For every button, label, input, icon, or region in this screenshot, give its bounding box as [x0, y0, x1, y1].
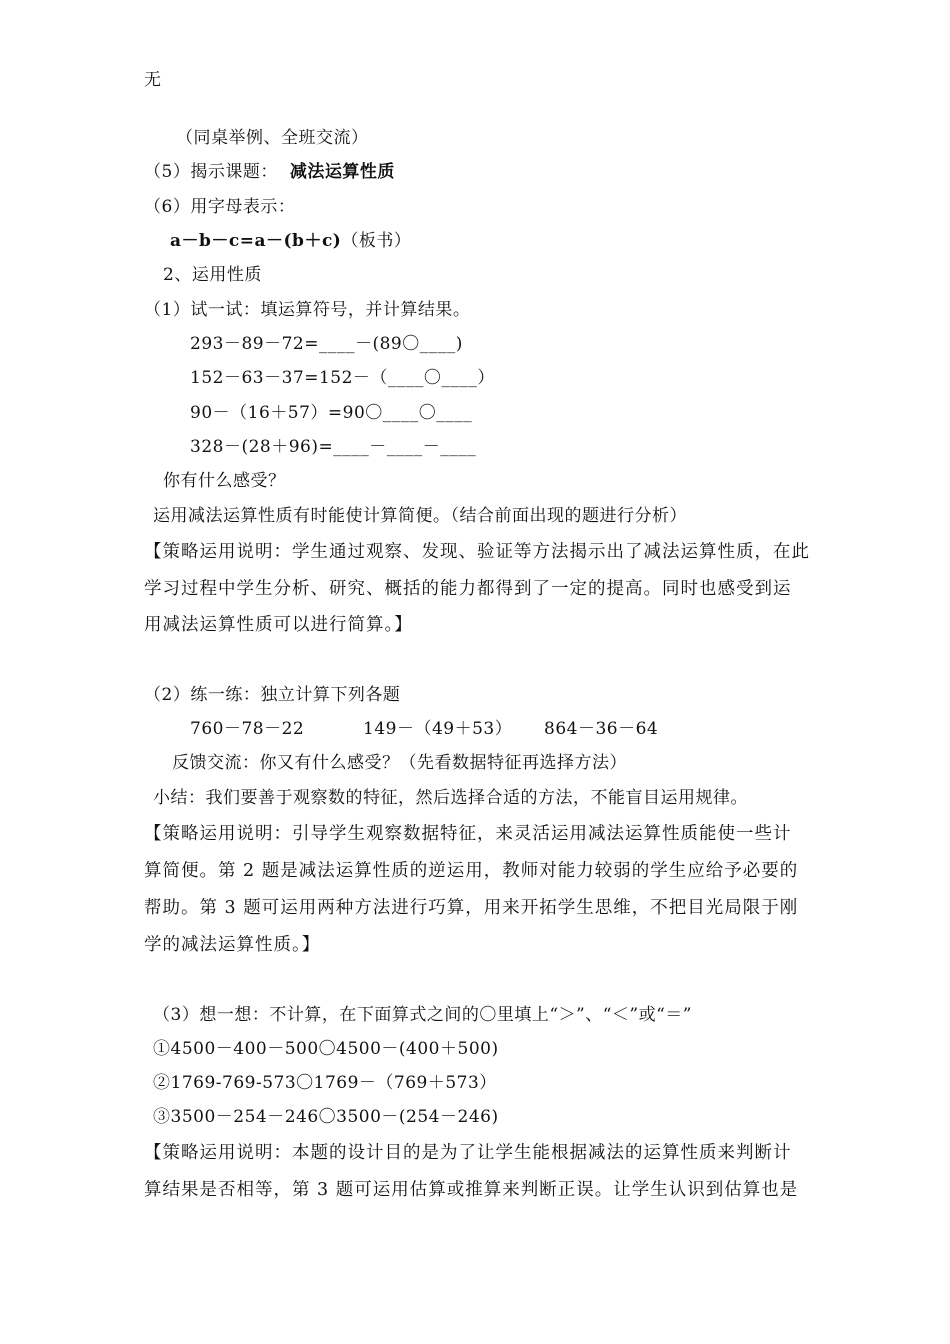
- question-feeling: 你有什么感受？: [163, 471, 286, 491]
- topic-title: 减法运算性质: [289, 162, 395, 182]
- strategy-note-2-line-2: 算简便。第 2 题是减法运算性质的逆运用，教师对能力较弱的学生应给予必要的: [144, 861, 799, 881]
- exercise-1: 293－89－72=____－(89〇____): [190, 334, 463, 354]
- comparison-3: ③3500－254－246〇3500－(254－246): [153, 1107, 499, 1127]
- subtraction-property-formula: a－b－c=a－(b＋c): [170, 231, 342, 251]
- paragraph-summary: 小结：我们要善于观察数的特征，然后选择合适的方法，不能盲目运用规律。: [153, 788, 748, 808]
- comparison-2: ②1769-769-573〇1769－（769＋573）: [153, 1073, 497, 1093]
- paragraph-classmate-exchange: （同桌举例、全班交流）: [176, 128, 369, 148]
- paragraph-conclusion: 运用减法运算性质有时能使计算简便。（结合前面出现的题进行分析）: [153, 506, 687, 526]
- paragraph-practice: （2）练一练：独立计算下列各题: [144, 685, 401, 705]
- strategy-note-2-line-4: 学的减法运算性质。】: [144, 935, 321, 955]
- strategy-note-1-line-2: 学习过程中学生分析、研究、概括的能力都得到了一定的提高。同时也感受到运: [144, 579, 792, 599]
- strategy-note-2-line-1: 【策略运用说明：引导学生观察数据特征，来灵活运用减法运算性质能使一些计: [144, 824, 792, 844]
- paragraph-try-it: （1）试一试：填运算符号，并计算结果。: [144, 300, 471, 320]
- practice-problem-1: 760－78－22: [190, 719, 305, 739]
- comparison-1: ①4500－400－500〇4500－(400＋500): [153, 1039, 499, 1059]
- paragraph-think-it: （3）想一想：不计算，在下面算式之间的〇里填上“＞”、“＜”或“＝”: [153, 1005, 692, 1025]
- header-text: 无: [144, 70, 162, 90]
- paragraph-reveal-topic: [144, 161, 395, 183]
- exercise-4: 328－(28＋96)=____－____－____: [190, 437, 477, 457]
- strategy-note-1-line-1: 【策略运用说明：学生通过观察、发现、验证等方法揭示出了减法运算性质，在此: [144, 542, 810, 562]
- strategy-note-3-line-2: 算结果是否相等，第 3 题可运用估算或推算来判断正误。让学生认识到估算也是: [144, 1180, 799, 1200]
- strategy-note-1-line-3: 用减法运算性质可以进行简算。】: [144, 615, 413, 635]
- section-apply-property: 2、运用性质: [163, 265, 262, 285]
- strategy-note-3-line-1: 【策略运用说明：本题的设计目的是为了让学生能根据减法的运算性质来判断计: [144, 1143, 792, 1163]
- exercise-3: 90－（16＋57）=90〇____〇____: [190, 403, 473, 423]
- reveal-topic-prefix: （5）揭示课题：: [144, 162, 278, 182]
- formula-line: [170, 230, 411, 252]
- practice-problem-3: 864－36－64: [544, 719, 659, 739]
- paragraph-feedback: 反馈交流：你又有什么感受？（先看数据特征再选择方法）: [172, 753, 627, 773]
- board-note: （板书）: [341, 231, 412, 251]
- paragraph-letter-representation: （6）用字母表示：: [144, 197, 296, 217]
- practice-problem-2: 149－（49＋53）: [363, 719, 513, 739]
- strategy-note-2-line-3: 帮助。第 3 题可运用两种方法进行巧算，用来开拓学生思维，不把目光局限于刚: [144, 898, 799, 918]
- exercise-2: 152－63－37=152－（____〇____）: [190, 368, 495, 388]
